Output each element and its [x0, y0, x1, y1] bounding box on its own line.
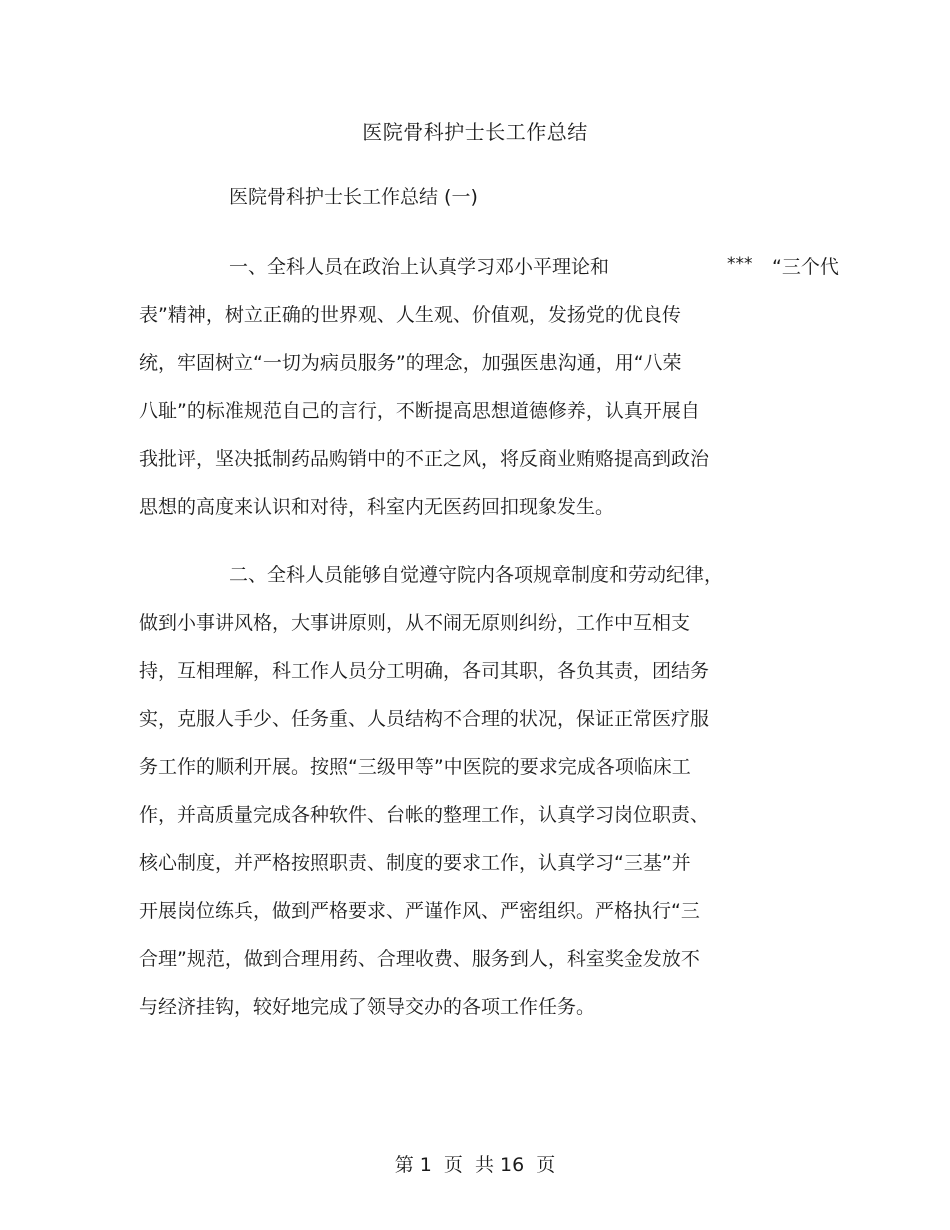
- paragraph-1-line: 统，牢固树立“一切为病员服务”的理念，加强医患沟通，用“八荣: [139, 352, 682, 374]
- paragraph-1-line: 思想的高度来认识和对待，科室内无医药回扣现象发生。: [139, 496, 615, 518]
- paragraph-1-line: 表”精神，树立正确的世界观、人生观、价值观，发扬党的优良传: [139, 304, 681, 326]
- paragraph-2-line: 务工作的顺利开展。按照“三级甲等”中医院的要求完成各项临床工: [139, 756, 691, 778]
- page-title: 医院骨科护士长工作总结: [362, 120, 588, 144]
- paragraph-1-line-1: 一、全科人员在政治上认真学习邓小平理论和: [229, 256, 610, 278]
- paragraph-2-line: 持，互相理解，科工作人员分工明确，各司其职，各负其责，团结务: [139, 660, 710, 682]
- page-footer: 第 1 页 共 16 页: [394, 1154, 556, 1176]
- paragraph-2-line-1: 二、全科人员能够自觉遵守院内各项规章制度和劳动纪律，: [229, 564, 724, 586]
- redacted-marker: ***: [727, 254, 753, 274]
- paragraph-2-line: 实，克服人手少、任务重、人员结构不合理的状况，保证正常医疗服: [139, 708, 710, 730]
- paragraph-2-line: 合理”规范，做到合理用药、合理收费、服务到人，科室奖金发放不: [139, 948, 700, 970]
- paragraph-2-line: 作，并高质量完成各种软件、台帐的整理工作，认真学习岗位职责、: [139, 804, 710, 826]
- paragraph-2-line: 开展岗位练兵，做到严格要求、严谨作风、严密组织。严格执行“三: [139, 900, 700, 922]
- paragraph-1-line: 八耻”的标准规范自己的言行，不断提高思想道德修养，认真开展自: [139, 400, 700, 422]
- paragraph-1-line-1-tail: “三个代: [772, 256, 839, 278]
- paragraph-2-line: 与经济挂钩，较好地完成了领导交办的各项工作任务。: [139, 996, 596, 1018]
- paragraph-2-line: 做到小事讲风格，大事讲原则，从不闹无原则纠纷，工作中互相支: [139, 612, 691, 634]
- paragraph-2-line: 核心制度，并严格按照职责、制度的要求工作，认真学习“三基”并: [139, 852, 691, 874]
- paragraph-1-line: 我批评，坚决抵制药品购销中的不正之风，将反商业贿赂提高到政治: [139, 448, 710, 470]
- section-subtitle: 医院骨科护士长工作总结 (一): [229, 186, 478, 208]
